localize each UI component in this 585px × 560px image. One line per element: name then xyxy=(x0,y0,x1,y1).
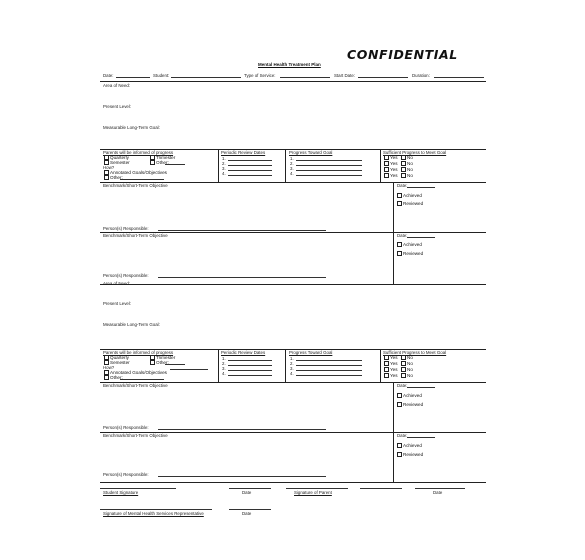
benchmark-label: Benchmark/Short-Term Objective xyxy=(103,383,168,388)
checkbox-icon xyxy=(384,355,389,360)
rep-date-label: Date xyxy=(242,511,252,516)
progress-toward-label: Progress Toward Goal xyxy=(289,350,333,355)
parents-informed-label: Parents will be informed of progress xyxy=(103,150,174,155)
checkbox-icon xyxy=(384,161,389,166)
sufficient-no-checkbox[interactable] xyxy=(401,167,413,172)
yes-label: Yes xyxy=(390,355,398,360)
progress-field[interactable] xyxy=(296,360,362,361)
review-number: 1. xyxy=(222,156,226,161)
progress-field[interactable] xyxy=(296,175,362,176)
checkbox-icon xyxy=(397,393,402,398)
semester-label: Semester xyxy=(110,160,130,165)
benchmark-label: Benchmark/Short-Term Objective xyxy=(103,433,168,438)
review-date-field[interactable] xyxy=(228,360,272,361)
no-label: No xyxy=(407,355,413,360)
review-date-field[interactable] xyxy=(228,375,272,376)
other-how-label: Other: xyxy=(110,175,123,180)
sufficient-yes-checkbox[interactable] xyxy=(384,167,398,172)
checkbox-icon xyxy=(397,452,402,457)
reviewed-checkbox[interactable] xyxy=(397,201,423,206)
checkbox-icon xyxy=(401,355,406,360)
section-2-top-rule xyxy=(100,284,486,285)
review-number: 1. xyxy=(222,356,226,361)
review-number: 3. xyxy=(222,366,226,371)
sufficient-no-checkbox[interactable] xyxy=(401,367,413,372)
how-label: How? xyxy=(103,165,115,170)
yes-label: Yes xyxy=(390,367,398,372)
other-label: Other: xyxy=(156,160,169,165)
benchmark-date-label: Date: xyxy=(397,233,408,238)
review-date-field[interactable] xyxy=(228,170,272,171)
other-label: Other: xyxy=(156,360,169,365)
other-how-label: Other: xyxy=(110,375,123,380)
achieved-label: Achieved xyxy=(403,393,422,398)
start-date-field[interactable] xyxy=(358,77,408,78)
parent-date-field-2[interactable] xyxy=(415,488,465,489)
achieved-label: Achieved xyxy=(403,443,422,448)
type-of-service-label: Type of Service: xyxy=(244,73,276,78)
sufficient-yes-checkbox[interactable] xyxy=(384,367,398,372)
sufficient-no-checkbox[interactable] xyxy=(401,373,413,378)
checkbox-icon xyxy=(150,360,155,365)
checkbox-icon xyxy=(150,160,155,165)
review-number: 3. xyxy=(222,166,226,171)
sufficient-yes-checkbox[interactable] xyxy=(384,355,398,360)
review-date-field[interactable] xyxy=(228,165,272,166)
progress-number: 1. xyxy=(290,156,294,161)
achieved-checkbox[interactable] xyxy=(397,443,422,448)
checkbox-icon xyxy=(397,443,402,448)
review-date-field[interactable] xyxy=(228,175,272,176)
responsible-field[interactable] xyxy=(158,230,326,231)
achieved-label: Achieved xyxy=(403,242,422,247)
achieved-checkbox[interactable] xyxy=(397,193,422,198)
checkbox-icon xyxy=(384,367,389,372)
trimester-label: Trimester xyxy=(156,355,176,360)
annotated-label: Annotated Goals/Objectives xyxy=(110,370,167,375)
reviewed-label: Reviewed xyxy=(403,201,424,206)
review-number: 4. xyxy=(222,171,226,176)
parent-date-field[interactable] xyxy=(360,488,402,489)
benchmark-date-field[interactable] xyxy=(407,237,435,238)
progress-table-divider xyxy=(285,149,286,182)
annotated-field[interactable] xyxy=(170,369,208,370)
benchmark-date-field[interactable] xyxy=(407,387,435,388)
present-level-label: Present Level: xyxy=(103,301,132,306)
checkbox-icon xyxy=(397,193,402,198)
sufficient-no-checkbox[interactable] xyxy=(401,173,413,178)
responsible-label: Person(s) Responsible: xyxy=(103,273,149,278)
benchmark-date-field[interactable] xyxy=(407,437,435,438)
checkbox-icon xyxy=(401,361,406,366)
progress-number: 2. xyxy=(290,361,294,366)
checkbox-icon xyxy=(397,242,402,247)
student-date-label: Date xyxy=(242,490,252,495)
confidential-heading: CONFIDENTIAL xyxy=(347,47,458,62)
area-of-need-label: Area of Need: xyxy=(103,281,131,286)
checkbox-icon xyxy=(397,251,402,256)
date-label: Date: xyxy=(103,73,114,78)
no-label: No xyxy=(407,361,413,366)
sufficient-yes-checkbox[interactable] xyxy=(384,373,398,378)
benchmark-date-label: Date: xyxy=(397,383,408,388)
type-of-service-field[interactable] xyxy=(280,77,330,78)
student-field[interactable] xyxy=(171,77,241,78)
other-field[interactable] xyxy=(165,364,185,365)
student-label: Student: xyxy=(153,73,170,78)
other-how-field[interactable] xyxy=(120,379,164,380)
annotated-label: Annotated Goals/Objectives xyxy=(110,170,167,175)
yes-label: Yes xyxy=(390,155,398,160)
sufficient-no-checkbox[interactable] xyxy=(401,355,413,360)
quarterly-label: Quarterly xyxy=(110,355,129,360)
checkbox-icon xyxy=(401,155,406,160)
reviewed-checkbox[interactable] xyxy=(397,402,423,407)
review-number: 4. xyxy=(222,371,226,376)
yes-label: Yes xyxy=(390,161,398,166)
sufficient-progress-label: Sufficient Progress to Meet Goal xyxy=(383,350,447,355)
sufficient-no-checkbox[interactable] xyxy=(401,155,413,160)
other-how-field[interactable] xyxy=(120,179,164,180)
no-label: No xyxy=(407,367,413,372)
progress-toward-label: Progress Toward Goal xyxy=(289,150,333,155)
review-date-field[interactable] xyxy=(228,365,272,366)
progress-number: 1. xyxy=(290,356,294,361)
measurable-goal-label: Measurable Long-Term Goal: xyxy=(103,125,160,130)
present-level-label: Present Level: xyxy=(103,104,132,109)
yes-label: Yes xyxy=(390,173,398,178)
no-label: No xyxy=(407,373,413,378)
rep-date-field[interactable] xyxy=(229,509,271,510)
no-label: No xyxy=(407,167,413,172)
rep-signature-field[interactable] xyxy=(100,509,212,510)
review-date-field[interactable] xyxy=(228,370,272,371)
area-of-need-label: Area of Need: xyxy=(103,83,131,88)
trimester-label: Trimester xyxy=(156,155,176,160)
benchmark-date-field[interactable] xyxy=(407,187,435,188)
benchmark-label: Benchmark/Short-Term Objective xyxy=(103,183,168,188)
sufficient-no-checkbox[interactable] xyxy=(401,361,413,366)
rep-signature-label: Signature of Mental Health Services Representative xyxy=(103,511,204,516)
benchmark-divider xyxy=(393,182,394,284)
date-field[interactable] xyxy=(116,77,150,78)
reviewed-label: Reviewed xyxy=(403,402,424,407)
checkbox-icon xyxy=(384,173,389,178)
document-title: Mental Health Treatment Plan xyxy=(258,62,321,67)
achieved-checkbox[interactable] xyxy=(397,242,422,247)
checkbox-icon xyxy=(397,402,402,407)
other-field[interactable] xyxy=(165,164,185,165)
reviewed-label: Reviewed xyxy=(403,452,424,457)
yes-label: Yes xyxy=(390,167,398,172)
sufficient-no-checkbox[interactable] xyxy=(401,161,413,166)
checkbox-icon xyxy=(384,361,389,366)
checkbox-icon xyxy=(384,167,389,172)
no-label: No xyxy=(407,173,413,178)
progress-table-divider xyxy=(285,349,286,382)
progress-field[interactable] xyxy=(296,375,362,376)
checkbox-icon xyxy=(401,167,406,172)
benchmark-date-label: Date: xyxy=(397,183,408,188)
checkbox-icon xyxy=(104,375,109,380)
progress-table-divider xyxy=(218,349,219,382)
reviewed-checkbox[interactable] xyxy=(397,452,423,457)
responsible-label: Person(s) Responsible: xyxy=(103,425,149,430)
benchmark-label: Benchmark/Short-Term Objective xyxy=(103,233,168,238)
achieved-label: Achieved xyxy=(403,193,422,198)
sufficient-yes-checkbox[interactable] xyxy=(384,161,398,166)
achieved-checkbox[interactable] xyxy=(397,393,422,398)
section-2-bottom-rule xyxy=(100,482,486,483)
section-1-top-rule xyxy=(100,81,486,82)
quarterly-label: Quarterly xyxy=(110,155,129,160)
responsible-field[interactable] xyxy=(158,277,326,278)
student-signature-label: Student Signature xyxy=(103,490,139,495)
review-number: 2. xyxy=(222,361,226,366)
benchmark-date-label: Date: xyxy=(397,433,408,438)
progress-field[interactable] xyxy=(296,365,362,366)
progress-number: 3. xyxy=(290,366,294,371)
duration-field[interactable] xyxy=(434,77,484,78)
progress-field[interactable] xyxy=(296,370,362,371)
progress-number: 4. xyxy=(290,171,294,176)
progress-number: 2. xyxy=(290,161,294,166)
progress-table-divider xyxy=(380,149,381,182)
sufficient-yes-checkbox[interactable] xyxy=(384,361,398,366)
measurable-goal-label: Measurable Long-Term Goal: xyxy=(103,322,160,327)
progress-number: 4. xyxy=(290,371,294,376)
responsible-field[interactable] xyxy=(158,429,326,430)
responsible-label: Person(s) Responsible: xyxy=(103,472,149,477)
parents-informed-label: Parents will be informed of progress xyxy=(103,350,174,355)
sufficient-yes-checkbox[interactable] xyxy=(384,155,398,160)
checkbox-icon xyxy=(401,161,406,166)
checkbox-icon xyxy=(104,175,109,180)
start-date-label: Start Date: xyxy=(334,73,355,78)
checkbox-icon xyxy=(384,155,389,160)
reviewed-checkbox[interactable] xyxy=(397,251,423,256)
student-date-field[interactable] xyxy=(229,488,271,489)
progress-table-divider xyxy=(380,349,381,382)
periodic-review-label: Periodic Review Dates xyxy=(221,150,266,155)
progress-field[interactable] xyxy=(296,160,362,161)
responsible-field[interactable] xyxy=(158,476,326,477)
checkbox-icon xyxy=(397,201,402,206)
progress-field[interactable] xyxy=(296,165,362,166)
yes-label: Yes xyxy=(390,361,398,366)
no-label: No xyxy=(407,155,413,160)
checkbox-icon xyxy=(401,367,406,372)
semester-label: Semester xyxy=(110,360,130,365)
checkbox-icon xyxy=(401,173,406,178)
parent-signature-label: Signature of Parent xyxy=(294,490,332,495)
progress-table-divider xyxy=(218,149,219,182)
responsible-label: Person(s) Responsible: xyxy=(103,226,149,231)
student-signature-field[interactable] xyxy=(100,488,176,489)
duration-label: Duration: xyxy=(412,73,430,78)
review-date-field[interactable] xyxy=(228,160,272,161)
sufficient-yes-checkbox[interactable] xyxy=(384,173,398,178)
parent-signature-field[interactable] xyxy=(286,488,348,489)
checkbox-icon xyxy=(384,373,389,378)
how-label: How? xyxy=(103,365,115,370)
review-number: 2. xyxy=(222,161,226,166)
reviewed-label: Reviewed xyxy=(403,251,424,256)
parent-date-label: Date xyxy=(433,490,443,495)
no-label: No xyxy=(407,161,413,166)
progress-field[interactable] xyxy=(296,170,362,171)
sufficient-progress-label: Sufficient Progress to Meet Goal xyxy=(383,150,447,155)
periodic-review-label: Periodic Review Dates xyxy=(221,350,266,355)
checkbox-icon xyxy=(401,373,406,378)
yes-label: Yes xyxy=(390,373,398,378)
progress-number: 3. xyxy=(290,166,294,171)
